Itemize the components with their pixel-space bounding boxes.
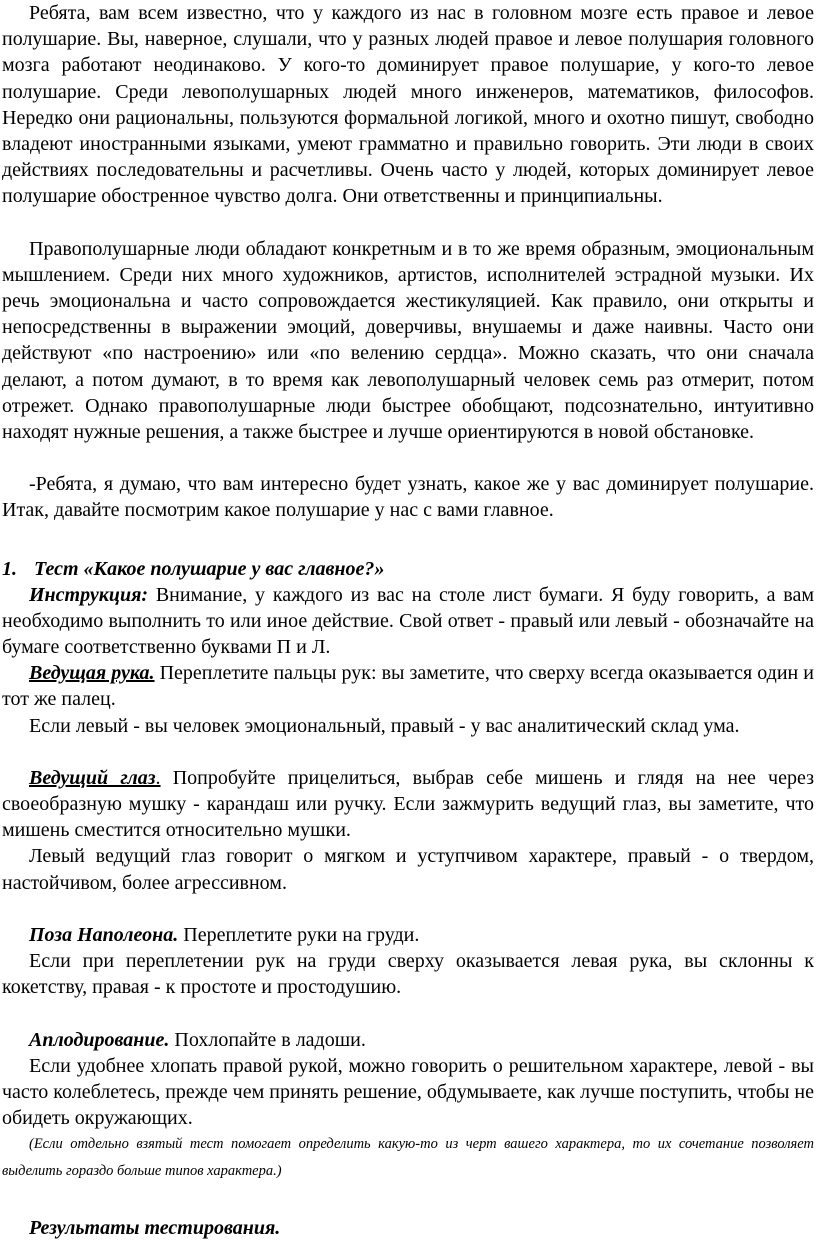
leading-eye-text: Попробуйте прицелиться, выбрав себе мишень и глядя на нее через своеобразную мушку - карандаш или ручку. Если зажмурить ведущий глаз, вы заметите, что мишень сместится относительно мушки. <box>2 766 814 842</box>
leading-hand-label: Ведущая рука. <box>29 662 155 685</box>
spacer <box>2 739 814 765</box>
leading-eye-result: Левый ведущий глаз говорит о мягком и уступчивом характере, правый - о твердом, настойчивом, более агрессивном. <box>2 845 814 894</box>
spacer <box>2 445 814 471</box>
clapping-text: Похлопайте в ладоши. <box>169 1028 366 1051</box>
leading-eye-label: Ведущий глаз <box>29 766 156 789</box>
test-number: 1. <box>2 557 17 580</box>
results-label: Результаты тестирования. <box>29 1217 281 1240</box>
paragraph-right-hemisphere: Правополушарные люди обладают конкретным и в то же время образным, эмоциональным мышлением. Среди них много художников, артистов, исполнителей эстрадной музыки. Их речь эмоциональна и часто сопровождается жестикуляцией. Как правило, они открыты и непосредственны в выражении эмоций, доверчивы, внушаемы и даже наивны. Часто они действуют «по настроению» или «по велению сердца». Можно сказать, что они сначала делают, а потом думают, в то время как левополушарный человек семь раз отмерит, потом отрежет. Однако правополушарные люди быстрее обобщают, подсознательно, интуитивно находят нужные решения, а также быстрее и лучше ориентируются в новой обстановке. <box>2 237 814 444</box>
leading-eye-paragraph <box>2 765 814 844</box>
instruction-paragraph <box>2 582 814 661</box>
clapping-label: Аплодирование. <box>29 1028 170 1051</box>
test-title: Тест «Какое полушарие у вас главное?» <box>34 557 385 580</box>
spacer <box>2 1001 814 1027</box>
leading-hand-paragraph <box>2 660 814 712</box>
test-heading <box>2 556 814 582</box>
leading-hand-text: Переплетите пальцы рук: вы заметите, что сверху всегда оказывается один и тот же палец. <box>2 662 814 711</box>
napoleon-label: Поза Наполеона. <box>29 923 179 946</box>
instruction-text: Внимание, у каждого из вас на столе лист бумаги. Я буду говорить, а вам необходимо выполнить то или иное действие. Свой ответ - правый или левый - обозначайте на бумаге соответственно буквами П и Л. <box>2 583 814 659</box>
leading-hand-result: Если левый - вы человек эмоциональный, правый - у вас аналитический склад ума. <box>29 714 740 737</box>
clapping-result: Если удобнее хлопать правой рукой, можно говорить о решительном характере, левой - вы часто колеблетесь, прежде чем принять решение, обдумываете, как лучше поступить, чтобы не обидеть окружающих. <box>2 1054 814 1130</box>
leading-eye-dot: . <box>155 766 161 789</box>
spacer <box>2 1185 814 1211</box>
napoleon-text: Переплетите руки на груди. <box>178 923 420 946</box>
paragraph-transition: -Ребята, я думаю, что вам интересно будет узнать, какое же у вас доминирует полушарие. Итак, давайте посмотрим какое полушарие у нас с вами главное. <box>2 473 814 522</box>
napoleon-result: Если при переплетении рук на груди сверху оказывается левая рука, вы склонны к кокетству, правая - к простоте и простодушию. <box>2 950 814 999</box>
spacer <box>2 896 814 922</box>
spacer <box>2 524 814 550</box>
napoleon-paragraph <box>2 922 814 948</box>
instruction-label: Инструкция: <box>29 583 149 606</box>
clapping-paragraph <box>2 1027 814 1053</box>
results-heading <box>2 1215 814 1241</box>
note-paragraph: (Если отдельно взятый тест помогает определить какую-то из черт вашего характера, то их сочетание позволяет выделить гораздо больше типов характера.) <box>2 1136 814 1180</box>
spacer <box>2 210 814 236</box>
intro-paragraph-left-hemisphere: Ребята, вам всем известно, что у каждого из нас в головном мозге есть правое и левое полушарие. Вы, наверное, слушали, что у разных людей правое и левое полушария головного мозга работают неодинаково. У кого-то доминирует правое полушарие, у кого-то левое полушарие. Среди левополушарных людей много инженеров, математиков, философов. Нередко они рациональны, пользуются формальной логикой, много и охотно пишут, свободно владеют иностранными языками, умеют грамматно и правильно говорить. Эти люди в своих действиях последовательны и расчетливы. Очень часто у людей, которых доминирует левое полушарие обостренное чувство долга. Они ответственны и принципиальны. <box>2 2 814 208</box>
